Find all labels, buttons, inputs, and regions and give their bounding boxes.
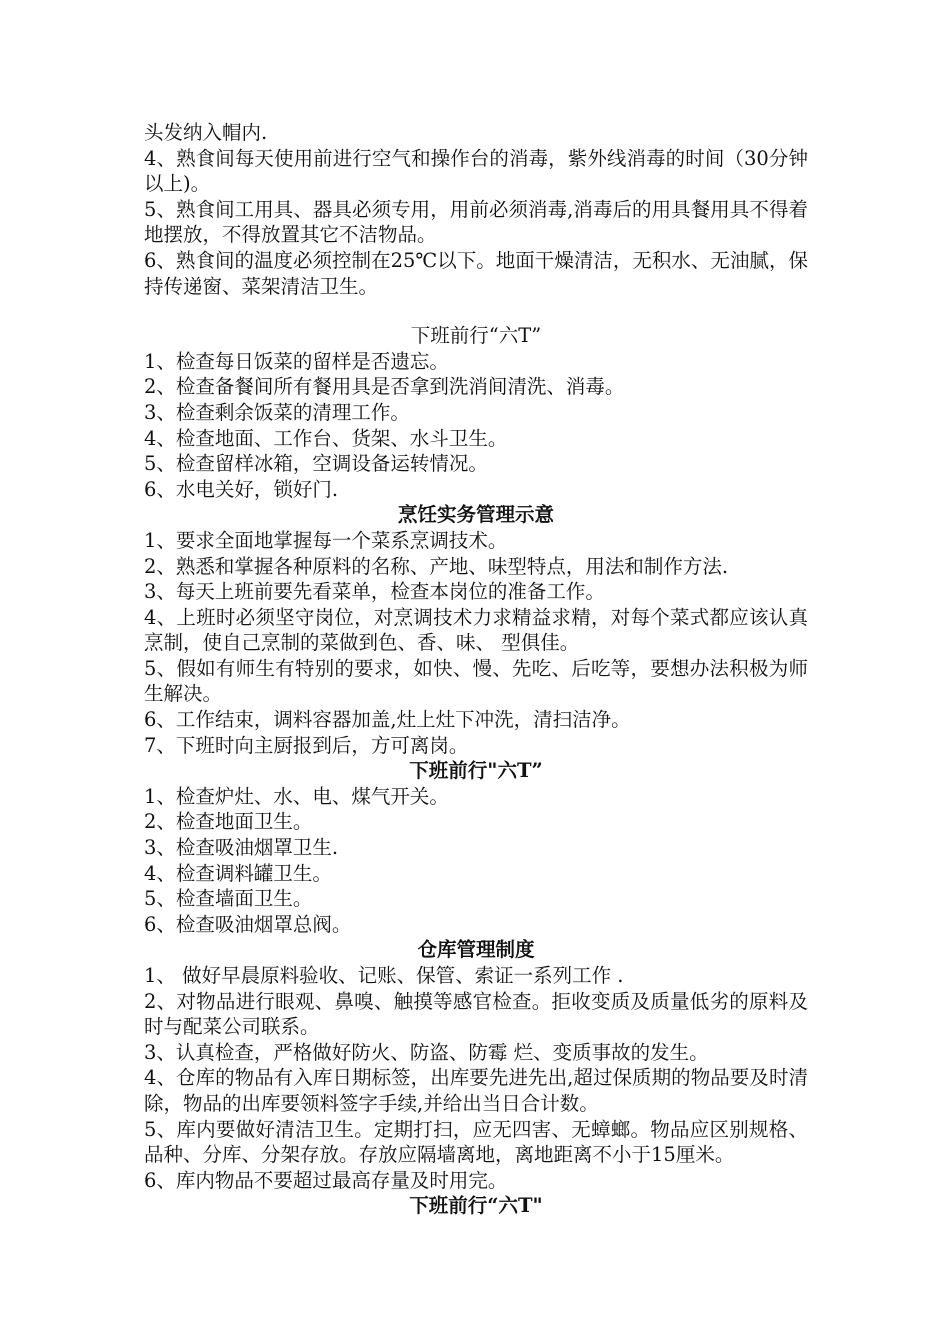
list-item: 3、认真检查，严格做好防火、防盗、防霉 烂、变质事故的发生。: [144, 1040, 709, 1064]
spacer: [144, 299, 808, 323]
list-item: 4、检查地面、工作台、货架、水斗卫生。: [144, 426, 508, 450]
list-item: 5、检查留样冰箱，空调设备运转情况。: [144, 452, 488, 476]
section-heading: 下班前行“六T": [409, 1194, 543, 1218]
list-item: 4、上班时必须坚守岗位，对烹调技术力求精益求精，对每个菜式都应该认真烹制，使自己烹制的菜做到色、香、味、 型俱佳。: [144, 605, 808, 655]
list-item: 1、 做好早晨原料验收、记账、保管、索证一系列工作 .: [144, 964, 624, 987]
list-item: 1、检查每日饭菜的留样是否遗忘。: [144, 349, 449, 373]
paragraph: 5、熟食间工用具、器具必须专用，用前必须消毒,消毒后的用具餐用具不得着地摆放，不得放置其它不洁物品。: [144, 197, 808, 247]
list-item: 2、检查备餐间所有餐用具是否拿到洗消间清洗、消毒。: [144, 375, 625, 399]
list-item: 6、工作结束，调料容器加盖,灶上灶下冲洗，清扫洁净。: [144, 708, 631, 732]
list-item: 1、检查炉灶、水、电、煤气开关。: [144, 784, 449, 808]
list-item: 1、要求全面地掌握每一个菜系烹调技术。: [144, 528, 508, 552]
list-item: 4、仓库的物品有入库日期标签，出库要先进先出,超过保质期的物品要及时清除，物品的出库要领料签字手续,并给出当日合计数。: [144, 1066, 808, 1115]
list-item: 3、检查剩余饭菜的清理工作。: [144, 400, 410, 424]
section-heading: 烹饪实务管理示意: [397, 503, 554, 527]
list-item: 5、检查墙面卫生。: [144, 887, 313, 911]
section-checklist-1: [144, 323, 808, 502]
section-warehouse-management: [144, 937, 808, 1193]
section-heading: 下班前行“六T”: [410, 324, 542, 348]
section-heading: 下班前行"六T”: [409, 759, 543, 783]
list-item: 4、检查调料罐卫生。: [144, 861, 332, 885]
list-item: 5、库内要做好清洁卫生。定期打扫，应无四害、无蟑螂。物品应区别规格、品种、分库、分架存放。存放应隔墙离地，离地距离不小于15厘米。: [144, 1117, 808, 1167]
section-heading: 仓库管理制度: [417, 938, 535, 962]
list-item: 2、检查地面卫生。: [144, 810, 313, 834]
section-cooking-management: [144, 502, 808, 758]
document-page: [144, 120, 808, 1219]
list-item: 5、假如有师生有特别的要求，如快、慢、先吃、后吃等，要想办法积极为师生解决。: [144, 656, 808, 706]
list-item: 6、水电关好，锁好门.: [144, 477, 339, 501]
section-checklist-3: [144, 1193, 808, 1219]
paragraph: 头发纳入帽内.: [144, 121, 268, 144]
list-item: 2、熟悉和掌握各种原料的名称、产地、味型特点，用法和制作方法.: [144, 554, 729, 578]
paragraph: 6、熟食间的温度必须控制在25℃以下。地面干燥清洁，无积水、无油腻，保持传递窗、菜架清洁卫生。: [144, 248, 808, 298]
intro-block: [144, 120, 808, 299]
list-item: 3、每天上班前要先看菜单，检查本岗位的准备工作。: [144, 580, 605, 604]
list-item: 6、库内物品不要超过最高存量及时用完。: [144, 1168, 508, 1192]
list-item: 7、下班时向主厨报到后，方可离岗。: [144, 733, 469, 757]
list-item: 6、检查吸油烟罩总阀。: [144, 912, 352, 936]
paragraph: 4、熟食间每天使用前进行空气和操作台的消毒，紫外线消毒的时间（30分钟以上)。: [144, 146, 808, 196]
list-item: 3、检查吸油烟罩卫生.: [144, 836, 339, 860]
list-item: 2、对物品进行眼观、鼻嗅、触摸等感官检查。拒收变质及质量低劣的原料及时与配菜公司联系。: [144, 989, 808, 1039]
section-checklist-2: [144, 758, 808, 937]
